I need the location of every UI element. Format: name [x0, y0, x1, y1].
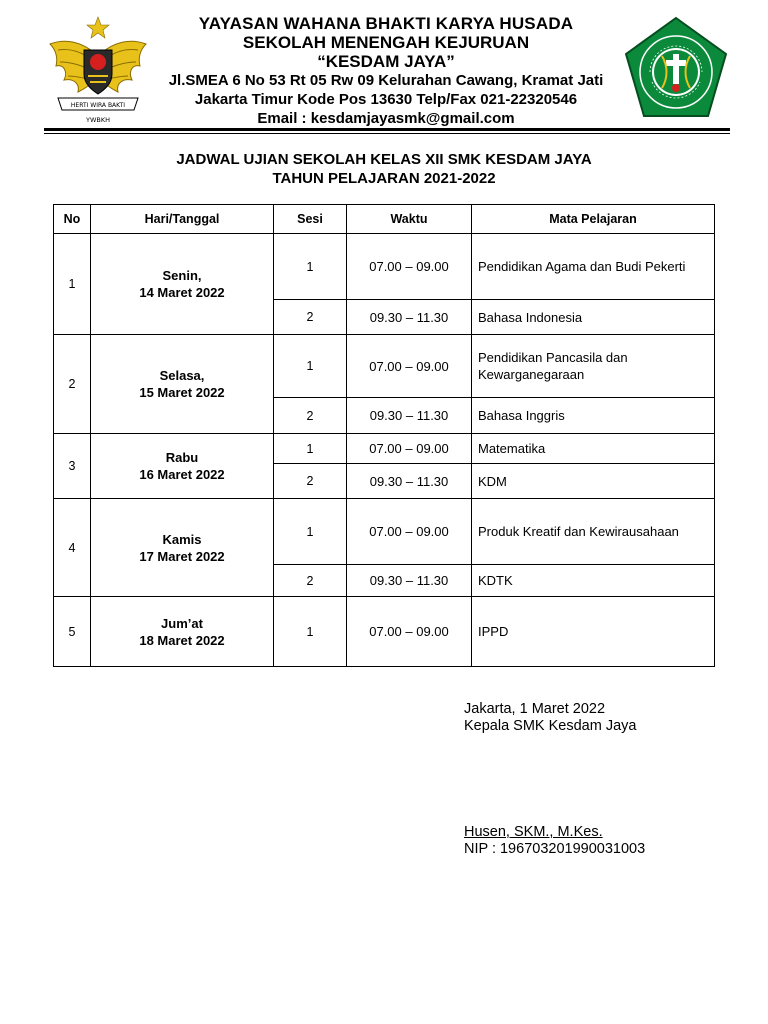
session-time: 09.30 – 11.30 [347, 464, 472, 499]
session-time: 09.30 – 11.30 [347, 300, 472, 335]
school-name: “KESDAM JAYA” [317, 52, 455, 71]
day-number: 4 [54, 499, 91, 597]
day-date-cell [91, 434, 274, 499]
session-subject: KDM [472, 464, 715, 499]
letterhead-rule-thick [44, 128, 730, 131]
header-mata-pelajaran: Mata Pelajaran [472, 205, 715, 234]
session-number: 1 [274, 335, 347, 398]
table-row [54, 335, 715, 398]
day-name: Jum’at [161, 615, 203, 631]
session-subject: KDTK [472, 565, 715, 597]
header-sesi: Sesi [274, 205, 347, 234]
table-row [54, 499, 715, 565]
signer-nip: NIP : 196703201990031003 [464, 841, 646, 857]
day-date-cell [91, 335, 274, 434]
day-number: 1 [54, 234, 91, 335]
day-date-cell [91, 234, 274, 335]
exam-schedule-table [53, 204, 715, 667]
session-number: 1 [274, 234, 347, 300]
session-time: 07.00 – 09.00 [347, 234, 472, 300]
letterhead-rule-thin [44, 133, 730, 134]
session-subject: Produk Kreatif dan Kewirausahaan [472, 499, 715, 565]
day-date: 14 Maret 2022 [139, 285, 225, 300]
session-number: 2 [274, 300, 347, 335]
session-subject: Bahasa Inggris [472, 398, 715, 434]
address-line: Jl.SMEA 6 No 53 Rt 05 Rw 09 Kelurahan Cawang, Kramat Jati [168, 72, 604, 89]
day-date: 18 Maret 2022 [139, 632, 225, 648]
table-header-row [54, 205, 715, 234]
title-line-1: JADWAL UJIAN SEKOLAH KELAS XII SMK KESDAM JAYA [176, 151, 592, 168]
header-no: No [54, 205, 91, 234]
day-number: 5 [54, 597, 91, 667]
document-title [0, 150, 768, 188]
svg-text:HERTI WIRA BAKTI: HERTI WIRA BAKTI [70, 102, 126, 109]
place-date: Jakarta, 1 Maret 2022 [464, 701, 606, 717]
header-waktu: Waktu [347, 205, 472, 234]
garuda-wings-emblem-icon [44, 14, 152, 126]
signer-name: Husen, SKM., M.Kes. [464, 824, 603, 840]
title-line-2: TAHUN PELAJARAN 2021-2022 [272, 170, 496, 187]
session-subject: Pendidikan Pancasila dan Kewarganegaraan [472, 335, 715, 398]
signature-block [464, 701, 636, 735]
session-subject: Matematika [472, 434, 715, 464]
signer-identity [464, 824, 645, 858]
session-number: 2 [274, 565, 347, 597]
day-name: Selasa, [159, 368, 205, 383]
day-date-cell [91, 499, 274, 597]
session-subject: IPPD [472, 597, 715, 667]
session-subject: Pendidikan Agama dan Budi Pekerti [472, 234, 715, 300]
session-number: 2 [274, 464, 347, 499]
session-subject: Bahasa Indonesia [472, 300, 715, 335]
day-number: 2 [54, 335, 91, 434]
session-number: 1 [274, 499, 347, 565]
table-row [54, 234, 715, 300]
session-time: 09.30 – 11.30 [347, 565, 472, 597]
session-time: 07.00 – 09.00 [347, 499, 472, 565]
day-date: 17 Maret 2022 [139, 548, 225, 564]
signer-position: Kepala SMK Kesdam Jaya [464, 718, 637, 734]
day-name: Rabu [165, 450, 199, 465]
day-date: 15 Maret 2022 [139, 385, 225, 400]
session-time: 07.00 – 09.00 [347, 335, 472, 398]
session-number: 1 [274, 434, 347, 464]
table-row [54, 434, 715, 464]
day-number: 3 [54, 434, 91, 499]
svg-text:YWBKH: YWBKH [85, 116, 111, 124]
table-row [54, 597, 715, 667]
letterhead-text [156, 14, 616, 128]
header-hari-tanggal: Hari/Tanggal [91, 205, 274, 234]
day-date-cell [91, 597, 274, 667]
city-phone-line: Jakarta Timur Kode Pos 13630 Telp/Fax 021-22320546 [194, 91, 578, 108]
email-line: Email : kesdamjayasmk@gmail.com [257, 110, 515, 127]
session-number: 1 [274, 597, 347, 667]
session-number: 2 [274, 398, 347, 434]
smk-kesdam-jaya-seal-icon [622, 16, 730, 120]
session-time: 07.00 – 09.00 [347, 597, 472, 667]
school-type: SEKOLAH MENENGAH KEJURUAN [242, 33, 530, 52]
day-name: Senin, [162, 268, 202, 283]
session-time: 09.30 – 11.30 [347, 398, 472, 434]
day-date: 16 Maret 2022 [139, 467, 225, 482]
letterhead [0, 0, 768, 140]
session-time: 07.00 – 09.00 [347, 434, 472, 464]
foundation-name: YAYASAN WAHANA BHAKTI KARYA HUSADA [198, 14, 574, 33]
day-name: Kamis [162, 531, 202, 547]
